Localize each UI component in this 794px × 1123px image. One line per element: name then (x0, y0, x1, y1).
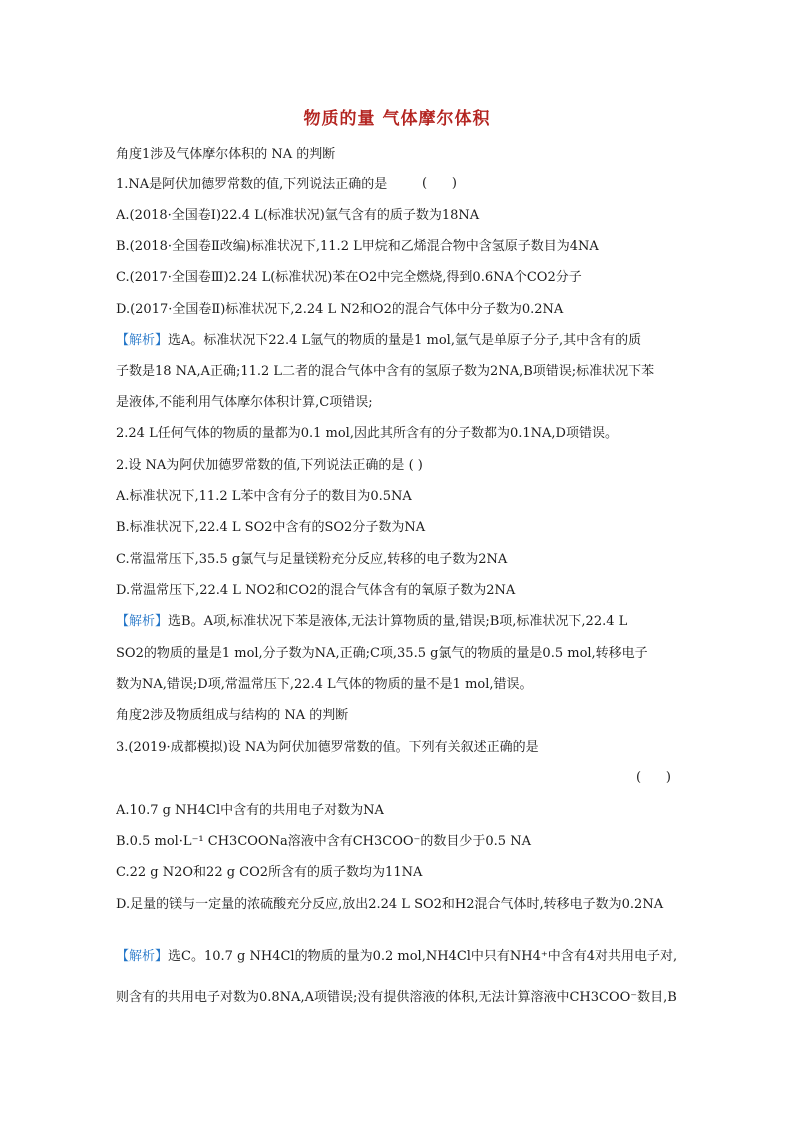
analysis-text: 选B。A项,标准状况下苯是液体,无法计算物质的量,错误;B项,标准状况下,22.4 L (168, 614, 628, 629)
analysis-line: 数为NA,错误;D项,常温常压下,22.4 L气体的物质的量不是1 mol,错误。 (116, 677, 533, 692)
analysis-tag: 【解析】 (116, 949, 169, 964)
question-2-stem: 2.设 NA为阿伏加德罗常数的值,下列说法正确的是 ( ) (116, 458, 423, 473)
option-b: B.标准状况下,22.4 L SO2中含有的SO2分子数为NA (116, 520, 426, 535)
option-a: A.(2018·全国卷Ⅰ)22.4 L(标准状况)氩气含有的质子数为18NA (116, 208, 480, 223)
option-d: D.(2017·全国卷Ⅱ)标准状况下,2.24 L N2和O2的混合气体中分子数为0.2NA (116, 302, 564, 317)
analysis-line: 2.24 L任何气体的物质的量都为0.1 mol,因此其所含有的分子数都为0.1NA,D项错误。 (116, 426, 618, 441)
option-a: A.标准状况下,11.2 L苯中含有分子的数目为0.5NA (116, 489, 412, 504)
option-b: B.(2018·全国卷Ⅱ改编)标准状况下,11.2 L甲烷和乙烯混合物中含氢原子数目为4NA (116, 239, 599, 254)
option-a: A.10.7 g NH4Cl中含有的共用电子对数为NA (116, 803, 384, 818)
analysis-text: 选A。标准状况下22.4 L氩气的物质的量是1 mol,氩气是单原子分子,其中含有的质 (168, 333, 642, 348)
option-d: D.常温常压下,22.4 L NO2和CO2的混合气体含有的氧原子数为2NA (116, 583, 516, 598)
question-1-stem: 1.NA是阿伏加德罗常数的值,下列说法正确的是 (116, 177, 388, 192)
analysis-line: SO2的物质的量是1 mol,分子数为NA,正确;C项,35.5 g氯气的物质的量是0.5 mol,转移电子 (116, 646, 648, 661)
analysis-line: 则含有的共用电子对数为0.8NA,A项错误;没有提供溶液的体积,无法计算溶液中CH3COO⁻数目,B (116, 990, 677, 1005)
analysis-line (116, 948, 686, 966)
answer-paren: ( ) (422, 176, 457, 191)
page-title: 物质的量 气体摩尔体积 (303, 109, 491, 129)
analysis-line (116, 332, 686, 350)
analysis-line: 子数是18 NA,A正确;11.2 L二者的混合气体中含有的氢原子数为2NA,B项错误;标准状况下苯 (116, 364, 655, 379)
option-c: C.22 g N2O和22 g CO2所含有的质子数均为11NA (116, 865, 423, 880)
analysis-tag: 【解析】 (116, 614, 169, 629)
analysis-line: 是液体,不能利用气体摩尔体积计算,C项错误; (116, 395, 373, 410)
answer-paren: ( ) (636, 770, 671, 785)
option-c: C.(2017·全国卷Ⅲ)2.24 L(标准状况)苯在O2中完全燃烧,得到0.6NA个CO2分子 (116, 270, 582, 285)
option-d: D.足量的镁与一定量的浓硫酸充分反应,放出2.24 L SO2和H2混合气体时,转移电子数为0.2NA (116, 897, 664, 912)
option-b: B.0.5 mol·L⁻¹ CH3COONa溶液中含有CH3COO⁻的数目少于0.5 NA (116, 834, 531, 849)
section-heading-1: 角度1涉及气体摩尔体积的 NA 的判断 (116, 147, 336, 162)
option-c: C.常温常压下,35.5 g氯气与足量镁粉充分反应,转移的电子数为2NA (116, 552, 508, 567)
analysis-line (116, 613, 686, 631)
analysis-tag: 【解析】 (116, 333, 169, 348)
analysis-text: 选C。10.7 g NH4Cl的物质的量为0.2 mol,NH4Cl中只有NH4⁺中含有4对共用电子对, (168, 949, 678, 964)
question-3-stem: 3.(2019·成都模拟)设 NA为阿伏加德罗常数的值。下列有关叙述正确的是 (116, 740, 539, 755)
section-heading-2: 角度2涉及物质组成与结构的 NA 的判断 (116, 708, 349, 723)
